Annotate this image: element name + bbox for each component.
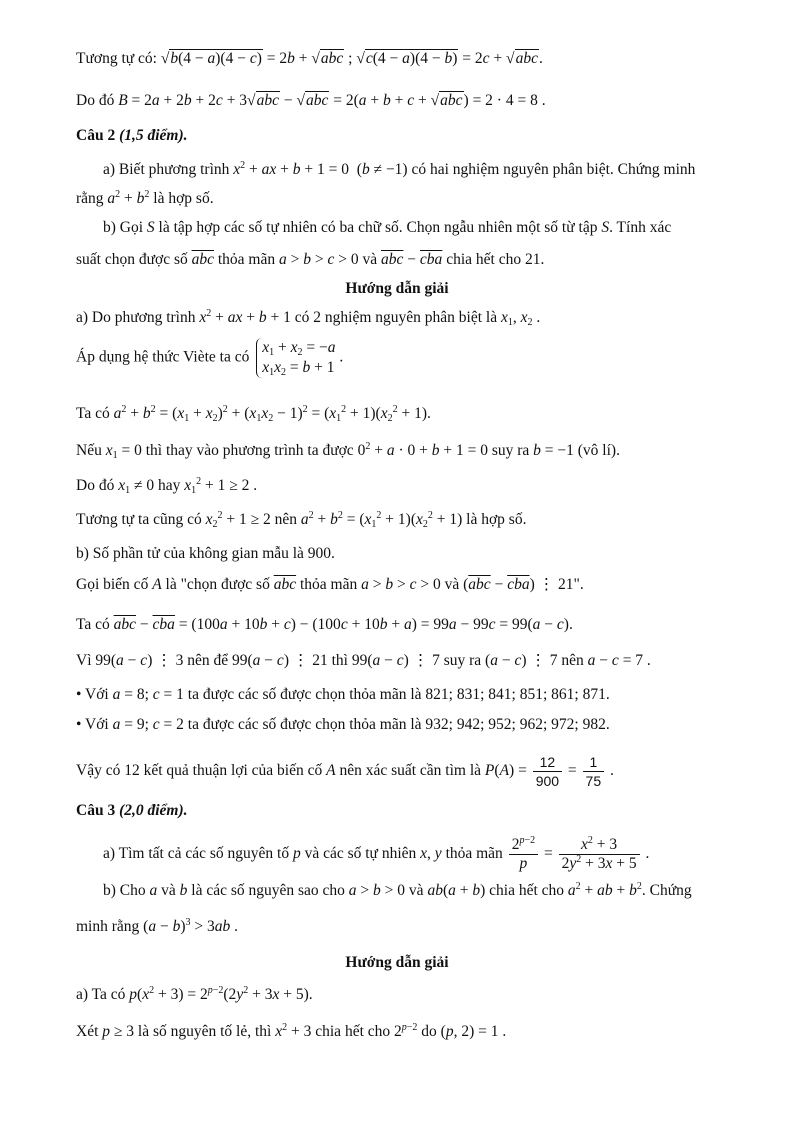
text-segment: là "chọn được số: [165, 576, 274, 593]
text-segment: ;: [348, 50, 357, 67]
text-line-27: [76, 984, 720, 1006]
text-segment: chia hết cho 21.: [446, 251, 545, 268]
text-segment: Vậy có 12 kết quả thuận lợi của biến cố: [76, 762, 327, 780]
text-line-4: [103, 159, 720, 181]
text-line-10: Áp dụng hệ thức Viète ta có $x_1 + x_2 = -a$ $x_1x_2 = b + 1$ .: [76, 339, 344, 378]
text-segment: . Chứng: [641, 882, 692, 899]
text-segment: và các số tự nhiên: [304, 845, 421, 863]
math-expression: $x_1^2 + 1 \ge 2$ .: [184, 476, 258, 496]
text-segment: Do đó: [76, 477, 119, 494]
math-expression: $a^2 + b^2$: [107, 189, 150, 207]
text-line-2: [76, 90, 720, 112]
text-segment: thỏa mãn: [217, 251, 279, 268]
text-segment: là tập hợp các số tự nhiên có ba chữ số. Chọn ngẫu nhiên một số từ tập: [158, 219, 602, 236]
text-segment: b) Số phần tử của không gian mẫu là 900.: [76, 545, 335, 562]
text-segment: Ta có: [76, 405, 114, 422]
text-segment: ta được các số được chọn thỏa mãn là 821; 831; 841; 851; 861; 871.: [187, 686, 610, 703]
math-expression: (a − c) ⋮ 7: [485, 652, 558, 669]
text-segment: chia hết cho: [315, 1023, 395, 1040]
math-expression: 99(a − c) ⋮ 3: [95, 652, 184, 669]
math-expression: A: [152, 576, 162, 593]
text-line-16: [76, 574, 720, 596]
text-line-5: [76, 188, 720, 210]
question-title: Câu 2: [76, 127, 116, 144]
text-segment: Tương tự ta cũng có: [76, 511, 206, 528]
text-segment: suy ra: [491, 442, 534, 459]
math-expression: a > b > 0: [348, 882, 406, 899]
text-segment: a) Biết phương trình: [103, 161, 234, 178]
text-segment: nên xác suất cần tìm là: [339, 762, 485, 780]
math-expression: $\frac{2^{p-2}}{p}$ = $\frac{x^2 + 3}{2y^2 + 3x + 5}$ .: [507, 845, 650, 862]
text-segment: có 2 nghiệm nguyên phân biệt là: [294, 309, 501, 326]
equation-system: $x_1 + x_2 = -a$ $x_1x_2 = b + 1$: [256, 338, 335, 378]
question-heading-3: [76, 800, 720, 822]
text-segment: có hai nghiệm nguyên phân biệt. Chứng minh: [411, 161, 696, 178]
text-line-7: [76, 249, 720, 271]
text-segment: Do đó: [76, 92, 119, 109]
math-expression: $x^2$ + ax + b + 1 = 0 (b ≠ −1): [233, 160, 408, 178]
math-expression: $p(x^2 + 3) = 2^{p-2}(2y^2 + 3x + 5)$.: [129, 985, 313, 1003]
text-segment: ta được các số được chọn thỏa mãn là 932; 942; 952; 962; 972; 982.: [187, 716, 610, 733]
math-expression: 99(a − c) ⋮ 7: [351, 652, 440, 669]
text-segment: Áp dụng hệ thức Viète ta có: [76, 348, 254, 366]
math-expression: $x_1 \ne 0$: [118, 477, 155, 496]
math-expression: A: [326, 762, 336, 780]
text-segment: là số nguyên tố lẻ, thì: [137, 1023, 276, 1040]
text-line-25: [76, 916, 720, 938]
solution-heading: Hướng dẫn giải: [345, 954, 449, 971]
text-line-6: [103, 217, 720, 239]
math-expression: a = 9; c = 2: [112, 716, 184, 733]
text-segment: minh rằng: [76, 918, 144, 935]
math-expression: x, y: [420, 845, 442, 863]
text-segment: và: [161, 882, 180, 899]
text-segment: .: [538, 50, 543, 67]
text-segment: thỏa mãn: [299, 576, 362, 593]
text-line-14: [76, 509, 720, 531]
text-segment: nên để: [187, 652, 232, 669]
math-expression: S: [146, 219, 155, 236]
question-title: Câu 3: [76, 802, 116, 819]
math-expression: $(a - b)^3 > 3ab$ .: [143, 917, 238, 935]
text-segment: là hợp số.: [153, 190, 214, 207]
math-expression: p: [292, 845, 301, 863]
math-expression: 99(a − c) ⋮ 21: [232, 652, 328, 669]
text-segment: nên: [274, 511, 301, 528]
text-line-17: [76, 614, 720, 636]
math-expression: $x^2 + 3$: [275, 1022, 312, 1040]
math-expression: $\overline{abc}$: [273, 576, 297, 593]
text-segment: là các số nguyên sao cho: [191, 882, 349, 899]
text-segment: b) Gọi: [103, 219, 147, 236]
math-expression: $x_1 = 0$: [105, 442, 142, 461]
math-expression: a > b > c > 0: [361, 576, 441, 593]
fraction: $\frac{12}{900}$: [533, 753, 562, 790]
math-expression: $a^2 + b^2 = (x_1 + x_2)^2 + (x_1x_2 - 1)^2 = (x_1^2 + 1)(x_2^2 + 1)$.: [113, 404, 431, 424]
text-segment: suy ra: [443, 652, 486, 669]
text-line-1: [76, 48, 720, 70]
question-score: (1,5 điểm).: [119, 127, 188, 144]
math-expression: b: [179, 882, 188, 899]
text-line-20: [76, 714, 720, 736]
text-segment: . Tính xác: [609, 219, 672, 236]
math-expression: $\overline{abc}$: [191, 251, 214, 268]
text-line-15: [76, 543, 720, 565]
text-segment: thì: [331, 652, 352, 669]
text-line-21: [76, 753, 720, 790]
question-heading-2: [76, 125, 720, 147]
math-expression: √c(4 − a)(4 − b) = 2c + √abc: [356, 50, 538, 67]
math-expression: $x_2^2 + 1 \ge 2$: [205, 510, 271, 530]
math-expression: $x^2$ + ax + b + 1: [199, 308, 291, 326]
math-expression: P(A) = $\frac{12}{900}$ = $\frac{1}{75}$ .: [484, 754, 614, 789]
text-segment: b) Cho: [103, 882, 150, 899]
text-segment: nên: [561, 652, 588, 669]
text-segment: Gọi biến cố: [76, 576, 153, 593]
text-line-11: [76, 403, 720, 425]
math-expression: a = 8; c = 1: [112, 686, 184, 703]
text-segment: a) Do phương trình: [76, 309, 200, 326]
math-expression: S: [601, 219, 610, 236]
math-expression: B = 2a + 2b + 2c + 3√abc − √abc = 2(a + b + c + √abc) = 2 · 4 = 8 .: [118, 92, 546, 109]
fraction: $\frac{1}{75}$: [583, 753, 605, 790]
math-expression: $x_1$, $x_2$ .: [500, 309, 541, 328]
solution-heading: Hướng dẫn giải: [345, 280, 449, 297]
text-segment: • Với: [76, 686, 113, 703]
text-line-9: [76, 307, 720, 329]
math-expression: $a^2$ + ab + $b^2$: [567, 881, 642, 899]
math-expression: a: [149, 882, 158, 899]
math-expression: $\overline{abc} - \overline{cba} = (100a + 10b + c) - (100c + 10b + a) = 99a - 99c = 99(a - c)$.: [113, 616, 573, 633]
text-segment: (vô lí).: [577, 442, 620, 459]
text-segment: Nếu: [76, 442, 106, 459]
math-expression: √b(4 − a)(4 − c) = 2b + √abc: [160, 50, 344, 67]
text-segment: a) Ta có: [76, 986, 130, 1003]
math-expression: $a^2 + b^2 = (x_1^2 + 1)(x_2^2 + 1)$: [300, 510, 463, 530]
math-expression: p ≥ 3: [102, 1023, 135, 1040]
text-line-23: [103, 836, 720, 873]
text-segment: rằng: [76, 190, 108, 207]
text-segment: Xét: [76, 1023, 103, 1040]
text-segment: do: [421, 1023, 441, 1040]
text-segment: Ta có: [76, 616, 114, 633]
text-line-19: [76, 684, 720, 706]
text-segment: • Với: [76, 716, 113, 733]
question-score: (2,0 điểm).: [119, 802, 188, 819]
text-line-12: [76, 440, 720, 462]
text-segment: Vì: [76, 652, 96, 669]
math-expression: ab(a + b): [427, 882, 486, 899]
math-expression: $(\overline{abc} - \overline{cba})$ ⋮ 21: [463, 576, 574, 593]
math-expression: a − c = 7 .: [587, 652, 651, 669]
text-segment: là hợp số.: [466, 511, 527, 528]
text-segment: và: [444, 576, 464, 593]
text-segment: thỏa mãn: [445, 845, 507, 863]
text-segment: ".: [573, 576, 584, 593]
math-expression: a > b > c > 0: [279, 251, 359, 268]
math-expression: $\overline{abc} - \overline{cba}$: [381, 251, 443, 268]
text-line-24: [103, 880, 720, 902]
text-line-18: [76, 650, 720, 672]
text-segment: thì thay vào phương trình ta được: [145, 442, 358, 459]
text-segment: và: [362, 251, 382, 268]
text-line-13: [76, 475, 720, 497]
text-segment: chia hết cho: [489, 882, 568, 899]
text-segment: hay: [157, 477, 185, 494]
text-line-28: [76, 1021, 720, 1043]
text-segment: suất chọn được số: [76, 251, 192, 268]
math-expression: $2^{p-2}$: [394, 1022, 418, 1040]
text-segment: và: [408, 882, 428, 899]
math-expression: b = −1: [533, 442, 574, 459]
math-expression: $0^2 + a \cdot 0 + b + 1 = 0$: [357, 441, 488, 459]
text-segment: a) Tìm tất cả các số nguyên tố: [103, 845, 293, 863]
text-segment: Tương tự có:: [76, 50, 161, 67]
math-expression: (p, 2) = 1 .: [440, 1023, 507, 1040]
